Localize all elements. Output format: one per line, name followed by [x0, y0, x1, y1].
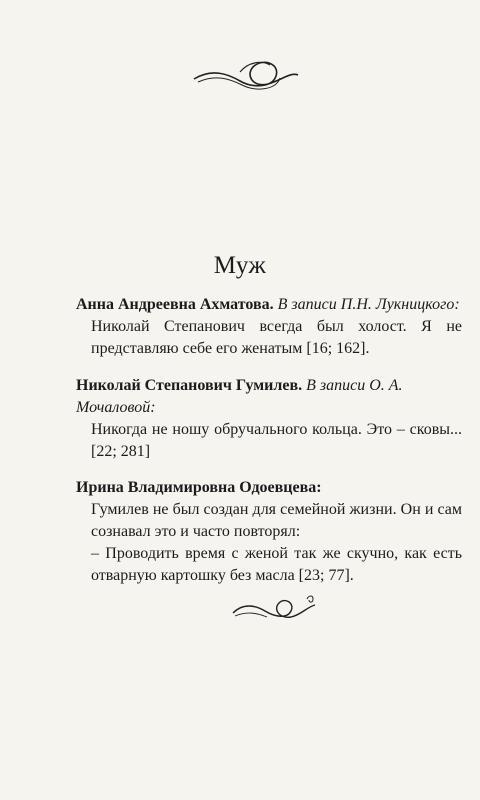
speaker-name: Анна Андреевна Ахматова. — [76, 296, 274, 313]
entry-heading — [76, 375, 462, 419]
speaker-name: Николай Степанович Гумилев. — [76, 377, 303, 394]
memoir-entry-akhmatova — [76, 294, 462, 360]
bottom-flourish-ornament-icon — [229, 591, 319, 627]
quote-paragraph: – Проводить время с женой так же скучно, как есть отварную картошку без масла [23; 77]. — [91, 545, 462, 584]
source-note: В записи О. А. Мочаловой: — [76, 377, 403, 416]
speaker-name: Ирина Владимировна Одоевцева: — [76, 479, 322, 496]
quote-paragraph: Гумилев не был создан для семейной жизни. Он и сам сознавал это и часто повторял: — [91, 501, 462, 540]
quote-text — [91, 499, 462, 587]
quote-paragraph: Николай Степанович всегда был холост. Я не представляю себе его женатым [16; 162]. — [91, 318, 462, 357]
quote-text — [91, 419, 462, 463]
entry-heading — [76, 294, 462, 316]
top-flourish-ornament-icon — [190, 52, 300, 97]
memoir-entry-odoevtseva — [76, 477, 462, 587]
quote-text — [91, 316, 462, 360]
memoir-entry-gumilev — [76, 375, 462, 463]
source-note: В записи П.Н. Лукницкого: — [277, 296, 460, 313]
quote-paragraph: Никогда не ношу обручального кольца. Это – сковы... [22; 281] — [91, 421, 462, 460]
entry-heading — [76, 477, 462, 499]
chapter-title: Муж — [213, 252, 267, 279]
